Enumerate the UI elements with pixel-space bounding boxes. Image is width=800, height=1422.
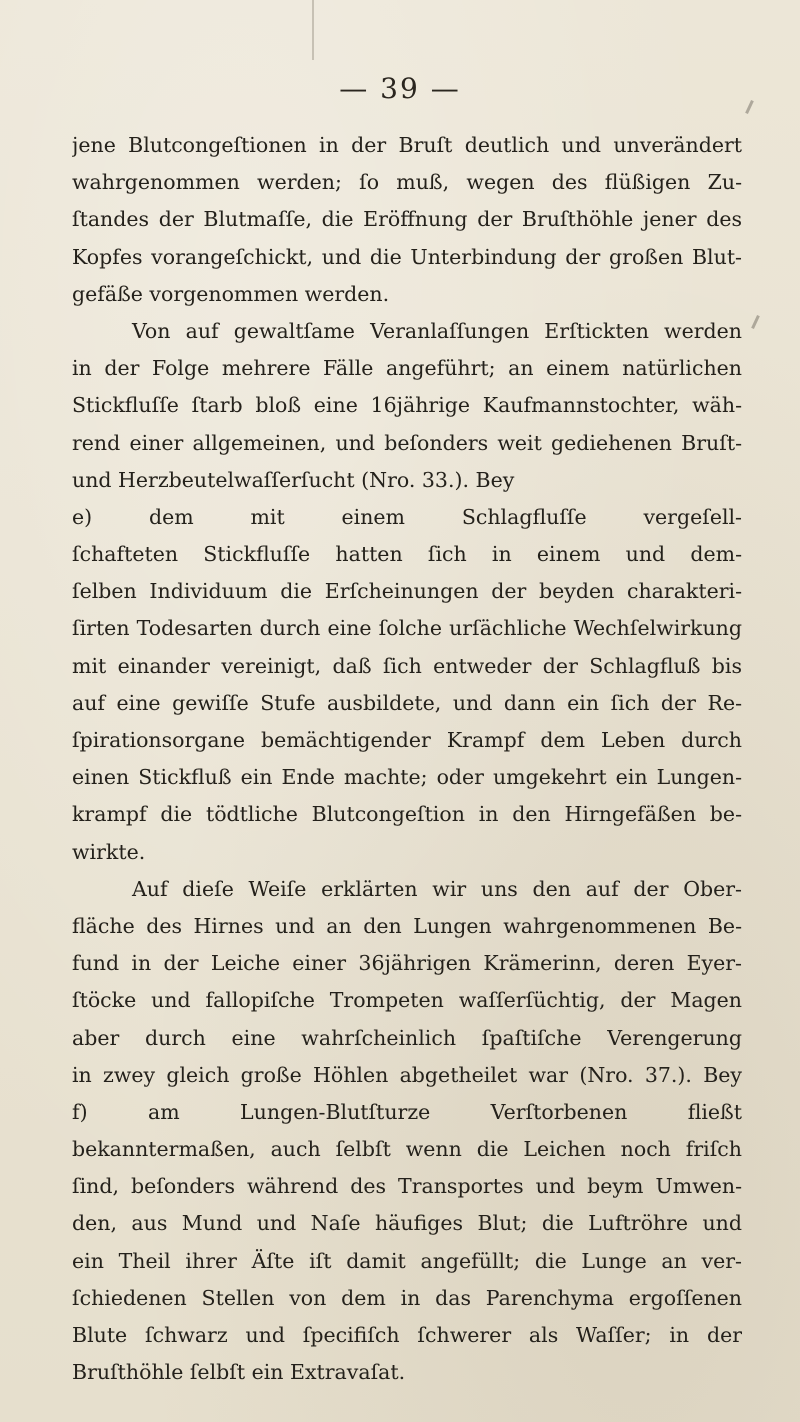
- page-number: — 39 —: [339, 72, 461, 105]
- text-line: ſelben Individuum die Erſcheinungen der beyden charakteri-: [72, 579, 742, 604]
- text-line: Auf dieſe Weiſe erklärten wir uns den auf der Ober-: [132, 876, 742, 901]
- text-line: ſpirationsorgane bemächtigender Krampf dem Leben durch: [72, 728, 742, 752]
- text-line: einen Stickfluß ein Ende machte; oder umgekehrt ein Lungen-: [72, 765, 742, 790]
- text-line: f) am Lungen-Blutſturze Verſtorbenen fließt: [72, 1099, 742, 1124]
- text-line: und Herzbeutelwaſſerſucht (Nro. 33.). Bey: [72, 467, 515, 492]
- text-line: auf eine gewiſſe Stufe ausbildete, und dann ein ſich der Re-: [72, 690, 742, 715]
- text-line: ſirten Todesarten durch eine ſolche urſächliche Wechſelwirkung: [72, 616, 742, 641]
- text-line: Kopfes vorangeſchickt, und die Unterbindung der großen Blut-: [72, 244, 742, 269]
- text-line: aber durch eine wahrſcheinlich ſpaſtiſche Verengerung: [72, 1025, 742, 1050]
- text-line: jene Blutcongeſtionen in der Bruſt deutlich und unverändert: [72, 133, 742, 157]
- text-line: mit einander vereinigt, daß ſich entweder der Schlagfluß bis: [72, 653, 742, 678]
- text-line: krampf die tödtliche Blutcongeſtion in den Hirngefäßen be-: [72, 802, 742, 827]
- text-line: ſtandes der Blutmaſſe, die Eröffnung der Bruſthöhle jener des: [72, 207, 742, 232]
- text-line: ſind, beſonders während des Transportes und beym Umwen-: [72, 1174, 742, 1199]
- paper-fold-mark: [312, 0, 314, 60]
- text-line: gefäße vorgenommen werden.: [72, 281, 390, 306]
- text-line: den, aus Mund und Naſe häufiges Blut; die Luftröhre und: [72, 1211, 742, 1236]
- text-line: bekanntermaßen, auch ſelbſt wenn die Leichen noch friſch: [72, 1137, 742, 1162]
- text-line: Bruſthöhle ſelbſt ein Extravaſat.: [72, 1360, 406, 1385]
- text-line: in der Folge mehrere Fälle angeführt; an einem natürlichen: [72, 356, 742, 381]
- paper-speck: [751, 315, 760, 329]
- body-text: [72, 127, 742, 1391]
- text-line: in zwey gleich große Höhlen abgetheilet war (Nro. 37.). Bey: [72, 1062, 742, 1087]
- text-line: Stickfluſſe ſtarb bloß eine 16jährige Kaufmannstochter, wäh-: [72, 393, 742, 418]
- text-line: ſtöcke und fallopiſche Trompeten waſſerſüchtig, der Magen: [72, 988, 742, 1013]
- text-line: fund in der Leiche einer 36jährigen Krämerinn, deren Eyer-: [72, 951, 742, 976]
- text-line: ein Theil ihrer Äſte iſt damit angefüllt; die Lunge an ver-: [72, 1248, 742, 1273]
- text-line: wahrgenommen werden; ſo muß, wegen des flüßigen Zu-: [72, 170, 742, 195]
- text-line: ſchiedenen Stellen von dem in das Parenchyma ergoſſenen: [72, 1285, 742, 1310]
- text-line: wirkte.: [72, 839, 146, 864]
- text-line: Von auf gewaltſame Veranlaſſungen Erſtickten werden: [132, 318, 742, 343]
- text-line: Blute ſchwarz und ſpecifiſch ſchwerer als Waſſer; in der: [72, 1323, 742, 1347]
- text-line: rend einer allgemeinen, und beſonders weit gediehenen Bruſt-: [72, 430, 742, 455]
- text-line: fläche des Hirnes und an den Lungen wahrgenommenen Be-: [72, 913, 742, 938]
- text-line: e) dem mit einem Schlagfluſſe vergeſell-: [72, 504, 742, 529]
- text-line: ſchafteten Stickfluſſe hatten ſich in einem und dem-: [72, 542, 742, 567]
